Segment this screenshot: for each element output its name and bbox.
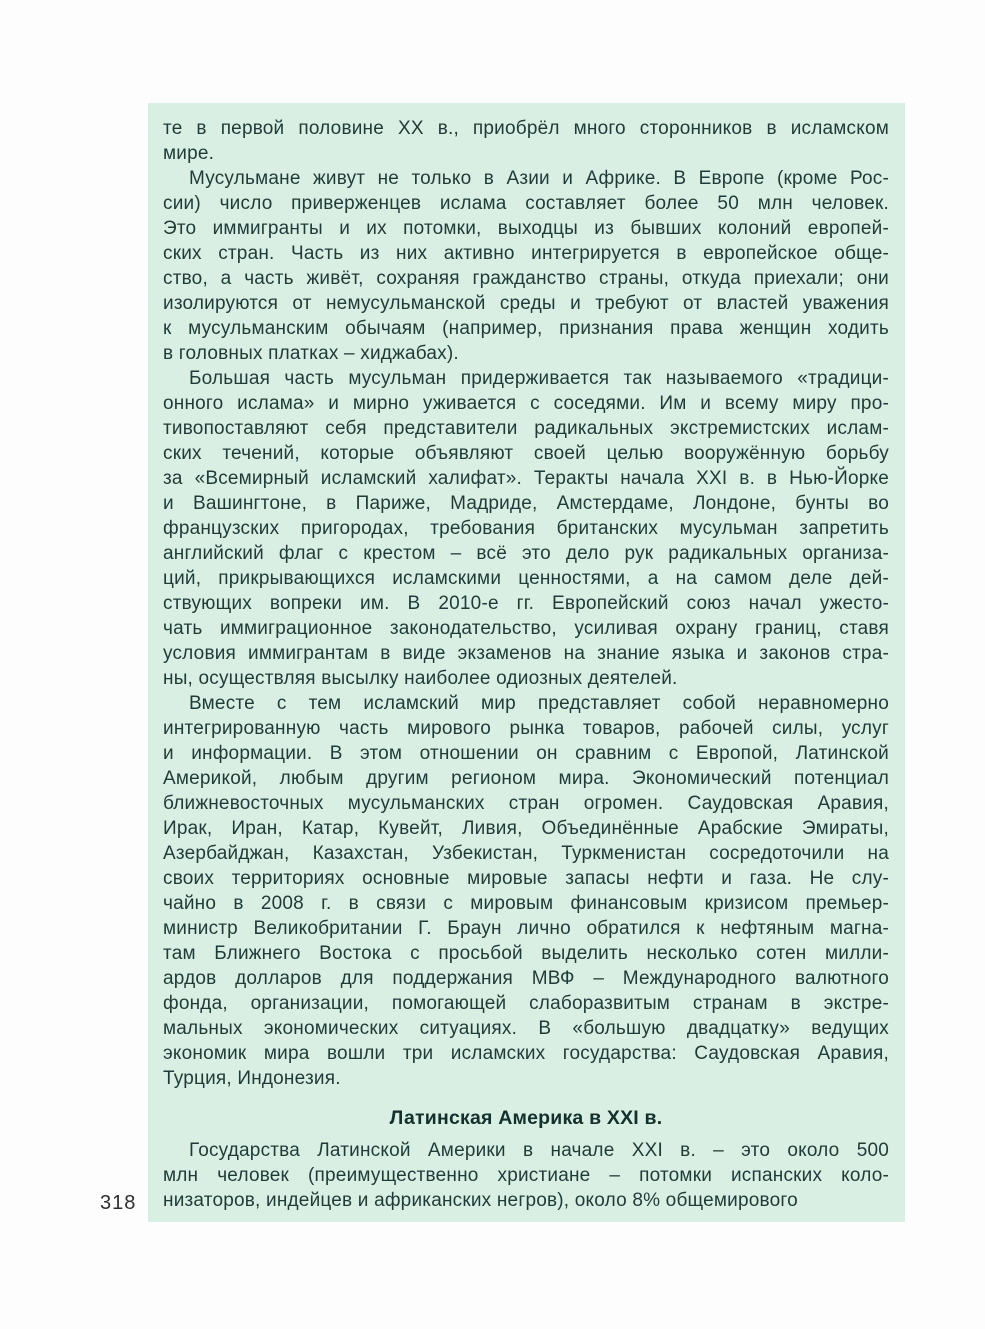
text-line: фонда, организации, помогающей слаборазвитым странам в экстре-	[163, 993, 889, 1014]
text-line: Азербайджан, Казахстан, Узбекистан, Туркменистан сосредоточили на	[163, 843, 889, 864]
text-line: Турция, Индонезия.	[163, 1068, 341, 1089]
text-line: своих территориях основные мировые запасы нефти и газа. Не слу-	[163, 868, 889, 889]
text-line: интегрированную часть мирового рынка товаров, рабочей силы, услуг	[163, 718, 889, 739]
text-line: Мусульмане живут не только в Азии и Африке. В Европе (кроме Рос-	[189, 168, 889, 189]
paragraph	[163, 1138, 889, 1213]
text-line: Большая часть мусульман придерживается так называемого «традици-	[189, 368, 889, 389]
text-line: и информации. В этом отношении он сравним с Европой, Латинской	[163, 743, 889, 764]
text-blocks	[163, 116, 889, 1213]
text-line: Америкой, любым другим регионом мира. Экономический потенциал	[163, 768, 889, 789]
text-line: ны, осуществляя высылку наиболее одиозных деятелей.	[163, 668, 678, 689]
text-line: чайно в 2008 г. в связи с мировым финансовым кризисом премьер-	[163, 893, 889, 914]
section-heading: Латинская Америка в XXI в.	[389, 1107, 663, 1129]
text-line: ствующих вопреки им. В 2010-е гг. Европейский союз начал ужесто-	[163, 593, 889, 614]
text-line: в головных платках – хиджабах).	[163, 343, 459, 364]
text-line: и Вашингтоне, в Париже, Мадриде, Амстердаме, Лондоне, бунты во	[163, 493, 889, 514]
paragraph	[163, 166, 889, 366]
text-line: мире.	[163, 143, 215, 164]
text-line: ближневосточных мусульманских стран огромен. Саудовская Аравия,	[163, 793, 889, 814]
text-line: Вместе с тем исламский мир представляет собой неравномерно	[189, 693, 889, 714]
text-line: там Ближнего Востока с просьбой выделить несколько сотен милли-	[163, 943, 889, 964]
text-line: ций, прикрывающихся исламскими ценностями, а на самом деле дей-	[163, 568, 889, 589]
text-line: за «Всемирный исламский халифат». Теракты начала XXI в. в Нью-Йорке	[163, 468, 889, 489]
text-line: английский флаг с крестом – всё это дело рук радикальных организа-	[163, 543, 889, 564]
paragraph	[163, 116, 889, 166]
text-line: изолируются от немусульманской среды и требуют от властей уважения	[163, 293, 889, 314]
text-line: тивопоставляют себя представители радикальных экстремистских ислам-	[163, 418, 889, 439]
text-line: низаторов, индейцев и африканских негров), около 8% общемирового	[163, 1190, 798, 1211]
paragraph	[163, 366, 889, 691]
text-line: французских пригородах, требования британских мусульман запретить	[163, 518, 889, 539]
text-line: чать иммиграционное законодательство, усиливая охрану границ, ставя	[163, 618, 889, 639]
text-line: ардов долларов для поддержания МВФ – Международного валютного	[163, 968, 889, 989]
text-line: министр Великобритании Г. Браун лично обратился к нефтяным магна-	[163, 918, 889, 939]
text-line: ство, а часть живёт, сохраняя гражданство страны, откуда приехали; они	[163, 268, 889, 289]
text-line: экономик мира вошли три исламских государства: Саудовская Аравия,	[163, 1043, 889, 1064]
text-panel	[148, 103, 905, 1222]
text-line: ских течений, которые объявляют своей целью вооружённую борьбу	[163, 443, 889, 464]
page-number: 318	[100, 1192, 137, 1214]
text-line: те в первой половине XX в., приобрёл много сторонников в исламском	[163, 118, 889, 139]
text-line: Это иммигранты и их потомки, выходцы из бывших колоний европей-	[163, 218, 889, 239]
text-line: млн человек (преимущественно христиане – потомки испанских коло-	[163, 1165, 889, 1186]
text-line: мальных экономических ситуациях. В «большую двадцатку» ведущих	[163, 1018, 889, 1039]
text-line: онного ислама» и мирно уживается с соседями. Им и всему миру про-	[163, 393, 889, 414]
text-line: к мусульманским обычаям (например, признания права женщин ходить	[163, 318, 889, 339]
text-line: условия иммигрантам в виде экзаменов на знание языка и законов стра-	[163, 643, 889, 664]
text-line: сии) число приверженцев ислама составляет более 50 млн человек.	[163, 193, 889, 214]
text-line: Государства Латинской Америки в начале XXI в. – это около 500	[189, 1140, 889, 1161]
text-line: Ирак, Иран, Катар, Кувейт, Ливия, Объединённые Арабские Эмираты,	[163, 818, 889, 839]
text-line: ских стран. Часть из них активно интегрируется в европейское обще-	[163, 243, 889, 264]
paragraph	[163, 691, 889, 1091]
